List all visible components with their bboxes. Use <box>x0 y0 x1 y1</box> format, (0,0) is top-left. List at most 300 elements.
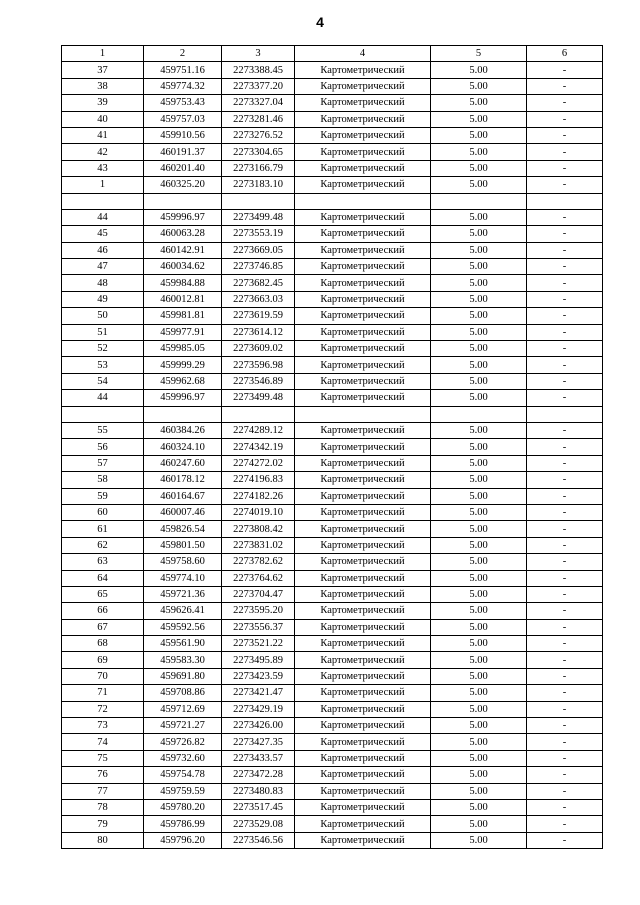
accuracy-cell: 5.00 <box>431 439 527 455</box>
accuracy-cell: 5.00 <box>431 226 527 242</box>
table-row <box>62 259 603 275</box>
column-header: 6 <box>527 46 603 62</box>
accuracy-cell: 5.00 <box>431 799 527 815</box>
table-row <box>62 291 603 307</box>
y-coordinate-cell: 2273808.42 <box>222 521 295 537</box>
x-coordinate-cell: 459691.80 <box>144 668 222 684</box>
y-coordinate-cell: 2273426.00 <box>222 718 295 734</box>
y-coordinate-cell: 2273499.48 <box>222 390 295 406</box>
table-body <box>62 62 603 849</box>
note-cell: - <box>527 652 603 668</box>
accuracy-cell: 5.00 <box>431 259 527 275</box>
table-row <box>62 308 603 324</box>
note-cell: - <box>527 160 603 176</box>
table-row <box>62 685 603 701</box>
y-coordinate-cell: 2273529.08 <box>222 816 295 832</box>
point-number-cell: 48 <box>62 275 144 291</box>
method-cell: Картометрический <box>295 783 431 799</box>
table-row <box>62 718 603 734</box>
table-row <box>62 226 603 242</box>
x-coordinate-cell: 460142.91 <box>144 242 222 258</box>
x-coordinate-cell: 459996.97 <box>144 209 222 225</box>
x-coordinate-cell: 459751.16 <box>144 62 222 78</box>
point-number-cell: 71 <box>62 685 144 701</box>
note-cell: - <box>527 504 603 520</box>
note-cell: - <box>527 111 603 127</box>
accuracy-cell: 5.00 <box>431 521 527 537</box>
note-cell: - <box>527 127 603 143</box>
accuracy-cell: 5.00 <box>431 554 527 570</box>
y-coordinate-cell: 2273663.03 <box>222 291 295 307</box>
point-number-cell: 61 <box>62 521 144 537</box>
method-cell <box>295 193 431 209</box>
point-number-cell: 79 <box>62 816 144 832</box>
note-cell: - <box>527 177 603 193</box>
x-coordinate-cell: 459732.60 <box>144 750 222 766</box>
y-coordinate-cell: 2273764.62 <box>222 570 295 586</box>
point-number-cell: 69 <box>62 652 144 668</box>
accuracy-cell: 5.00 <box>431 652 527 668</box>
accuracy-cell: 5.00 <box>431 144 527 160</box>
table-row <box>62 504 603 520</box>
method-cell: Картометрический <box>295 619 431 635</box>
method-cell: Картометрический <box>295 62 431 78</box>
method-cell: Картометрический <box>295 488 431 504</box>
point-number-cell: 74 <box>62 734 144 750</box>
table-row <box>62 488 603 504</box>
table-row <box>62 193 603 209</box>
table-row <box>62 209 603 225</box>
y-coordinate-cell: 2273669.05 <box>222 242 295 258</box>
accuracy-cell: 5.00 <box>431 472 527 488</box>
accuracy-cell: 5.00 <box>431 701 527 717</box>
note-cell: - <box>527 308 603 324</box>
note-cell: - <box>527 373 603 389</box>
x-coordinate-cell: 460247.60 <box>144 455 222 471</box>
x-coordinate-cell <box>144 406 222 422</box>
y-coordinate-cell: 2273499.48 <box>222 209 295 225</box>
method-cell: Картометрический <box>295 357 431 373</box>
accuracy-cell: 5.00 <box>431 373 527 389</box>
note-cell: - <box>527 570 603 586</box>
point-number-cell: 63 <box>62 554 144 570</box>
y-coordinate-cell: 2273276.52 <box>222 127 295 143</box>
point-number-cell: 75 <box>62 750 144 766</box>
note-cell: - <box>527 718 603 734</box>
note-cell: - <box>527 619 603 635</box>
point-number-cell: 44 <box>62 209 144 225</box>
accuracy-cell: 5.00 <box>431 767 527 783</box>
table-row <box>62 127 603 143</box>
method-cell: Картометрический <box>295 259 431 275</box>
table-row <box>62 619 603 635</box>
accuracy-cell: 5.00 <box>431 586 527 602</box>
point-number-cell: 68 <box>62 636 144 652</box>
method-cell: Картометрический <box>295 570 431 586</box>
table-row <box>62 324 603 340</box>
table-row <box>62 275 603 291</box>
method-cell: Картометрический <box>295 718 431 734</box>
accuracy-cell: 5.00 <box>431 177 527 193</box>
note-cell: - <box>527 291 603 307</box>
point-number-cell: 43 <box>62 160 144 176</box>
accuracy-cell: 5.00 <box>431 570 527 586</box>
table-row <box>62 652 603 668</box>
table-row <box>62 390 603 406</box>
note-cell: - <box>527 78 603 94</box>
method-cell: Картометрический <box>295 750 431 766</box>
table-row <box>62 341 603 357</box>
y-coordinate-cell: 2274182.26 <box>222 488 295 504</box>
method-cell: Картометрический <box>295 521 431 537</box>
accuracy-cell: 5.00 <box>431 291 527 307</box>
note-cell: - <box>527 767 603 783</box>
y-coordinate-cell: 2274289.12 <box>222 422 295 438</box>
point-number-cell <box>62 193 144 209</box>
x-coordinate-cell: 459801.50 <box>144 537 222 553</box>
table-row <box>62 62 603 78</box>
accuracy-cell: 5.00 <box>431 111 527 127</box>
note-cell: - <box>527 422 603 438</box>
y-coordinate-cell: 2273281.46 <box>222 111 295 127</box>
method-cell: Картометрический <box>295 95 431 111</box>
note-cell: - <box>527 521 603 537</box>
table-row <box>62 799 603 815</box>
note-cell: - <box>527 242 603 258</box>
method-cell: Картометрический <box>295 554 431 570</box>
table-row <box>62 570 603 586</box>
x-coordinate-cell: 459626.41 <box>144 603 222 619</box>
method-cell: Картометрический <box>295 636 431 652</box>
method-cell: Картометрический <box>295 832 431 848</box>
note-cell: - <box>527 144 603 160</box>
accuracy-cell: 5.00 <box>431 685 527 701</box>
y-coordinate-cell: 2273472.28 <box>222 767 295 783</box>
note-cell: - <box>527 472 603 488</box>
x-coordinate-cell: 459561.90 <box>144 636 222 652</box>
table-row <box>62 242 603 258</box>
accuracy-cell: 5.00 <box>431 160 527 176</box>
x-coordinate-cell: 459721.27 <box>144 718 222 734</box>
y-coordinate-cell: 2274342.19 <box>222 439 295 455</box>
x-coordinate-cell: 459780.20 <box>144 799 222 815</box>
note-cell: - <box>527 554 603 570</box>
y-coordinate-cell: 2273304.65 <box>222 144 295 160</box>
x-coordinate-cell: 459984.88 <box>144 275 222 291</box>
y-coordinate-cell: 2273609.02 <box>222 341 295 357</box>
y-coordinate-cell: 2273480.83 <box>222 783 295 799</box>
y-coordinate-cell: 2273433.57 <box>222 750 295 766</box>
x-coordinate-cell: 460325.20 <box>144 177 222 193</box>
note-cell: - <box>527 390 603 406</box>
y-coordinate-cell: 2273614.12 <box>222 324 295 340</box>
point-number-cell: 49 <box>62 291 144 307</box>
y-coordinate-cell: 2274272.02 <box>222 455 295 471</box>
method-cell: Картометрический <box>295 160 431 176</box>
method-cell: Картометрический <box>295 390 431 406</box>
method-cell: Картометрический <box>295 111 431 127</box>
x-coordinate-cell: 459759.59 <box>144 783 222 799</box>
accuracy-cell <box>431 193 527 209</box>
header-row <box>62 46 603 62</box>
accuracy-cell: 5.00 <box>431 242 527 258</box>
method-cell: Картометрический <box>295 685 431 701</box>
y-coordinate-cell: 2273423.59 <box>222 668 295 684</box>
point-number-cell: 58 <box>62 472 144 488</box>
x-coordinate-cell: 459796.20 <box>144 832 222 848</box>
accuracy-cell: 5.00 <box>431 718 527 734</box>
method-cell: Картометрический <box>295 668 431 684</box>
point-number-cell: 51 <box>62 324 144 340</box>
table-row <box>62 144 603 160</box>
point-number-cell: 78 <box>62 799 144 815</box>
note-cell: - <box>527 701 603 717</box>
x-coordinate-cell: 460384.26 <box>144 422 222 438</box>
point-number-cell: 38 <box>62 78 144 94</box>
accuracy-cell: 5.00 <box>431 341 527 357</box>
table-row <box>62 357 603 373</box>
x-coordinate-cell: 459583.30 <box>144 652 222 668</box>
table-row <box>62 373 603 389</box>
y-coordinate-cell: 2273595.20 <box>222 603 295 619</box>
point-number-cell: 46 <box>62 242 144 258</box>
x-coordinate-cell <box>144 193 222 209</box>
x-coordinate-cell: 459977.91 <box>144 324 222 340</box>
x-coordinate-cell: 459786.99 <box>144 816 222 832</box>
table-header <box>62 46 603 62</box>
method-cell: Картометрический <box>295 291 431 307</box>
x-coordinate-cell: 460191.37 <box>144 144 222 160</box>
x-coordinate-cell: 460007.46 <box>144 504 222 520</box>
note-cell: - <box>527 226 603 242</box>
y-coordinate-cell: 2273166.79 <box>222 160 295 176</box>
y-coordinate-cell: 2273517.45 <box>222 799 295 815</box>
method-cell: Картометрический <box>295 734 431 750</box>
method-cell: Картометрический <box>295 226 431 242</box>
method-cell: Картометрический <box>295 439 431 455</box>
point-number-cell: 53 <box>62 357 144 373</box>
y-coordinate-cell <box>222 406 295 422</box>
x-coordinate-cell: 459712.69 <box>144 701 222 717</box>
point-number-cell: 62 <box>62 537 144 553</box>
x-coordinate-cell: 459726.82 <box>144 734 222 750</box>
table-row <box>62 603 603 619</box>
method-cell: Картометрический <box>295 275 431 291</box>
x-coordinate-cell: 459985.05 <box>144 341 222 357</box>
column-header: 4 <box>295 46 431 62</box>
y-coordinate-cell: 2273429.19 <box>222 701 295 717</box>
table-row <box>62 767 603 783</box>
point-number-cell: 80 <box>62 832 144 848</box>
point-number-cell: 77 <box>62 783 144 799</box>
x-coordinate-cell: 459910.56 <box>144 127 222 143</box>
accuracy-cell: 5.00 <box>431 603 527 619</box>
x-coordinate-cell: 459774.10 <box>144 570 222 586</box>
x-coordinate-cell: 459721.36 <box>144 586 222 602</box>
note-cell: - <box>527 816 603 832</box>
x-coordinate-cell: 460063.28 <box>144 226 222 242</box>
x-coordinate-cell: 459826.54 <box>144 521 222 537</box>
note-cell: - <box>527 668 603 684</box>
note-cell <box>527 193 603 209</box>
point-number-cell: 39 <box>62 95 144 111</box>
y-coordinate-cell: 2273495.89 <box>222 652 295 668</box>
table-row <box>62 636 603 652</box>
note-cell: - <box>527 341 603 357</box>
accuracy-cell: 5.00 <box>431 275 527 291</box>
method-cell: Картометрический <box>295 127 431 143</box>
note-cell: - <box>527 636 603 652</box>
y-coordinate-cell: 2273427.35 <box>222 734 295 750</box>
note-cell: - <box>527 685 603 701</box>
point-number-cell: 57 <box>62 455 144 471</box>
y-coordinate-cell: 2273682.45 <box>222 275 295 291</box>
point-number-cell: 50 <box>62 308 144 324</box>
note-cell: - <box>527 537 603 553</box>
y-coordinate-cell: 2273521.22 <box>222 636 295 652</box>
method-cell: Картометрический <box>295 472 431 488</box>
table-row <box>62 832 603 848</box>
y-coordinate-cell: 2273388.45 <box>222 62 295 78</box>
accuracy-cell: 5.00 <box>431 324 527 340</box>
y-coordinate-cell: 2273553.19 <box>222 226 295 242</box>
table-row <box>62 586 603 602</box>
method-cell: Картометрический <box>295 324 431 340</box>
y-coordinate-cell: 2273831.02 <box>222 537 295 553</box>
table-row <box>62 734 603 750</box>
accuracy-cell: 5.00 <box>431 127 527 143</box>
x-coordinate-cell: 459996.97 <box>144 390 222 406</box>
table-row <box>62 554 603 570</box>
accuracy-cell: 5.00 <box>431 734 527 750</box>
point-number-cell: 67 <box>62 619 144 635</box>
x-coordinate-cell: 460178.12 <box>144 472 222 488</box>
note-cell <box>527 406 603 422</box>
accuracy-cell <box>431 406 527 422</box>
method-cell: Картометрический <box>295 816 431 832</box>
table-row <box>62 668 603 684</box>
x-coordinate-cell: 459774.32 <box>144 78 222 94</box>
method-cell: Картометрический <box>295 455 431 471</box>
note-cell: - <box>527 259 603 275</box>
x-coordinate-cell: 459758.60 <box>144 554 222 570</box>
note-cell: - <box>527 750 603 766</box>
method-cell: Картометрический <box>295 144 431 160</box>
method-cell: Картометрический <box>295 652 431 668</box>
y-coordinate-cell: 2274196.83 <box>222 472 295 488</box>
accuracy-cell: 5.00 <box>431 357 527 373</box>
y-coordinate-cell: 2273704.47 <box>222 586 295 602</box>
accuracy-cell: 5.00 <box>431 636 527 652</box>
x-coordinate-cell: 459757.03 <box>144 111 222 127</box>
method-cell: Картометрический <box>295 78 431 94</box>
y-coordinate-cell: 2273327.04 <box>222 95 295 111</box>
note-cell: - <box>527 209 603 225</box>
accuracy-cell: 5.00 <box>431 95 527 111</box>
table-row <box>62 160 603 176</box>
point-number-cell: 52 <box>62 341 144 357</box>
column-header: 2 <box>144 46 222 62</box>
y-coordinate-cell: 2273619.59 <box>222 308 295 324</box>
note-cell: - <box>527 455 603 471</box>
point-number-cell: 54 <box>62 373 144 389</box>
method-cell: Картометрический <box>295 537 431 553</box>
y-coordinate-cell: 2273782.62 <box>222 554 295 570</box>
coordinates-table <box>61 45 603 849</box>
accuracy-cell: 5.00 <box>431 832 527 848</box>
x-coordinate-cell: 459999.29 <box>144 357 222 373</box>
point-number-cell: 55 <box>62 422 144 438</box>
note-cell: - <box>527 488 603 504</box>
x-coordinate-cell: 460012.81 <box>144 291 222 307</box>
table-row <box>62 701 603 717</box>
accuracy-cell: 5.00 <box>431 488 527 504</box>
x-coordinate-cell: 459708.86 <box>144 685 222 701</box>
note-cell: - <box>527 734 603 750</box>
note-cell: - <box>527 799 603 815</box>
y-coordinate-cell: 2273183.10 <box>222 177 295 193</box>
x-coordinate-cell: 459754.78 <box>144 767 222 783</box>
x-coordinate-cell: 459962.68 <box>144 373 222 389</box>
y-coordinate-cell: 2273746.85 <box>222 259 295 275</box>
y-coordinate-cell: 2273556.37 <box>222 619 295 635</box>
table-row <box>62 750 603 766</box>
x-coordinate-cell: 459981.81 <box>144 308 222 324</box>
table-row <box>62 177 603 193</box>
column-header: 5 <box>431 46 527 62</box>
point-number-cell: 37 <box>62 62 144 78</box>
point-number-cell: 1 <box>62 177 144 193</box>
point-number-cell: 42 <box>62 144 144 160</box>
method-cell: Картометрический <box>295 177 431 193</box>
note-cell: - <box>527 439 603 455</box>
column-header: 1 <box>62 46 144 62</box>
note-cell: - <box>527 603 603 619</box>
table-row <box>62 521 603 537</box>
y-coordinate-cell: 2273377.20 <box>222 78 295 94</box>
method-cell: Картометрический <box>295 767 431 783</box>
accuracy-cell: 5.00 <box>431 668 527 684</box>
accuracy-cell: 5.00 <box>431 816 527 832</box>
point-number-cell: 76 <box>62 767 144 783</box>
accuracy-cell: 5.00 <box>431 308 527 324</box>
note-cell: - <box>527 324 603 340</box>
table-row <box>62 455 603 471</box>
point-number-cell: 56 <box>62 439 144 455</box>
page-number: 4 <box>316 14 324 30</box>
x-coordinate-cell: 460034.62 <box>144 259 222 275</box>
note-cell: - <box>527 95 603 111</box>
note-cell: - <box>527 832 603 848</box>
accuracy-cell: 5.00 <box>431 537 527 553</box>
x-coordinate-cell: 460201.40 <box>144 160 222 176</box>
point-number-cell: 72 <box>62 701 144 717</box>
method-cell <box>295 406 431 422</box>
y-coordinate-cell: 2274019.10 <box>222 504 295 520</box>
note-cell: - <box>527 783 603 799</box>
point-number-cell: 65 <box>62 586 144 602</box>
point-number-cell: 40 <box>62 111 144 127</box>
note-cell: - <box>527 275 603 291</box>
table-row <box>62 783 603 799</box>
method-cell: Картометрический <box>295 799 431 815</box>
point-number-cell: 73 <box>62 718 144 734</box>
accuracy-cell: 5.00 <box>431 783 527 799</box>
x-coordinate-cell: 459592.56 <box>144 619 222 635</box>
note-cell: - <box>527 586 603 602</box>
point-number-cell: 59 <box>62 488 144 504</box>
x-coordinate-cell: 460324.10 <box>144 439 222 455</box>
